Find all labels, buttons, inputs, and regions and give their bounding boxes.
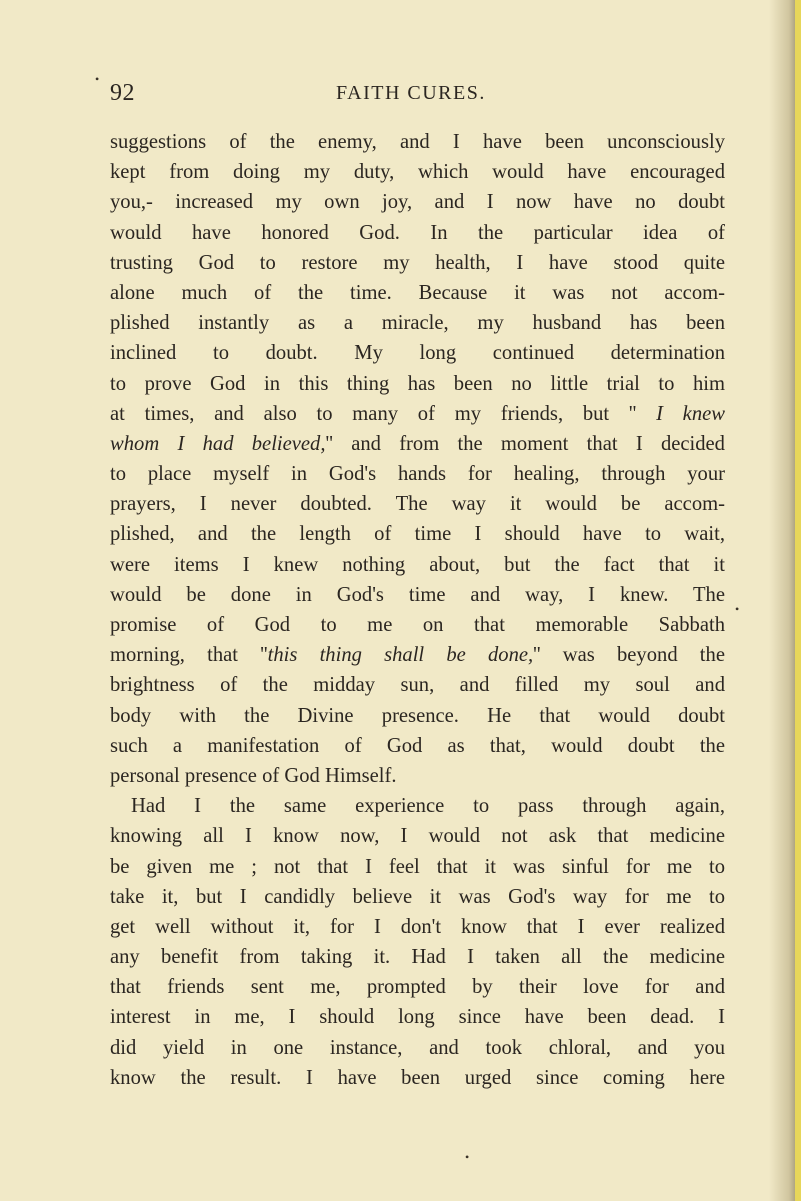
line-text: get well without it, for I don't know that I ever realized <box>110 915 725 938</box>
line-text: Had I the same experience to pass through again, <box>131 795 725 818</box>
line-text: were items I knew nothing about, but the fact that it <box>110 553 725 576</box>
text-line <box>110 942 725 972</box>
line-text: body with the Divine presence. He that would doubt <box>110 704 725 727</box>
text-line <box>110 248 725 278</box>
text-line <box>110 278 725 308</box>
line-text: would be done in God's time and way, I knew. The <box>110 583 725 606</box>
italic-quote: whom I had believed, <box>110 432 326 455</box>
line-text: personal presence of God Himself. <box>110 764 397 787</box>
text-line <box>110 459 725 489</box>
line-text: suggestions of the enemy, and I have been unconsciously <box>110 131 725 153</box>
text-line <box>110 761 725 791</box>
line-text: plished, and the length of time I should have to wait, <box>110 523 725 546</box>
text-line <box>110 1002 725 1032</box>
line-text: to prove God in this thing has been no little trial to him <box>110 372 725 395</box>
text-line <box>110 308 725 338</box>
text-line <box>110 640 725 670</box>
text-line <box>110 550 725 580</box>
text-line <box>110 701 725 731</box>
line-text-before-italic: at times, and also to many of my friends, but '' <box>110 402 657 425</box>
line-text: alone much of the time. Because it was not accom- <box>110 281 725 304</box>
line-text: brightness of the midday sun, and filled my soul and <box>110 674 725 697</box>
print-speck: • <box>735 602 740 616</box>
line-text-before-italic: morning, that '' <box>110 644 268 667</box>
page-header <box>110 80 710 110</box>
line-text: to place myself in God's hands for healing, through your <box>110 463 725 486</box>
text-line <box>110 187 725 217</box>
page-number: 92 <box>110 80 135 106</box>
line-text: prayers, I never doubted. The way it would be accom- <box>110 493 725 516</box>
text-line <box>110 1063 725 1093</box>
line-text: trusting God to restore my health, I have stood quite <box>110 251 725 274</box>
body-text <box>110 127 725 1093</box>
text-line <box>110 912 725 942</box>
line-text: inclined to doubt. My long continued determination <box>110 342 725 365</box>
text-line <box>110 731 725 761</box>
line-text: you,- increased my own joy, and I now have no doubt <box>110 191 725 214</box>
line-text: would have honored God. In the particular idea of <box>110 221 725 244</box>
text-line <box>110 821 725 851</box>
text-line <box>110 882 725 912</box>
text-line <box>110 580 725 610</box>
line-text: take it, but I candidly believe it was God's way for me to <box>110 885 725 908</box>
text-line <box>110 218 725 248</box>
text-line <box>110 489 725 519</box>
print-speck: • <box>95 72 100 86</box>
text-line <box>110 338 725 368</box>
text-line <box>110 369 725 399</box>
line-text: that friends sent me, prompted by their love for and <box>110 976 725 999</box>
line-text: plished instantly as a miracle, my husband has been <box>110 312 725 335</box>
line-text: know the result. I have been urged since coming here <box>110 1066 725 1089</box>
line-text: be given me ; not that I feel that it was sinful for me to <box>110 855 725 878</box>
line-text-after-italic: '' was beyond the <box>533 644 725 667</box>
text-line <box>110 157 725 187</box>
running-head: FAITH CURES. <box>336 82 486 104</box>
text-line <box>110 429 725 459</box>
italic-quote: this thing shall be done, <box>267 644 534 667</box>
line-text: interest in me, I should long since have been dead. I <box>110 1006 725 1029</box>
line-text: knowing all I know now, I would not ask that medicine <box>110 825 725 848</box>
text-line <box>110 972 725 1002</box>
text-line <box>110 127 725 157</box>
line-text-after-italic: '' and from the moment that I decided <box>325 432 725 455</box>
page-edge <box>795 0 801 1201</box>
italic-quote: I knew <box>656 402 725 425</box>
line-text: kept from doing my duty, which would have encouraged <box>110 161 725 184</box>
line-text: any benefit from taking it. Had I taken all the medicine <box>110 946 725 969</box>
text-line <box>110 610 725 640</box>
text-line <box>110 1033 725 1063</box>
print-speck: • <box>465 1150 470 1164</box>
line-text: such a manifestation of God as that, would doubt the <box>110 734 725 757</box>
text-line <box>110 852 725 882</box>
text-line <box>110 791 725 821</box>
text-line <box>110 670 725 700</box>
line-text: did yield in one instance, and took chloral, and you <box>110 1036 725 1059</box>
text-line <box>110 399 725 429</box>
line-text: promise of God to me on that memorable Sabbath <box>110 614 725 636</box>
text-line <box>110 519 725 549</box>
